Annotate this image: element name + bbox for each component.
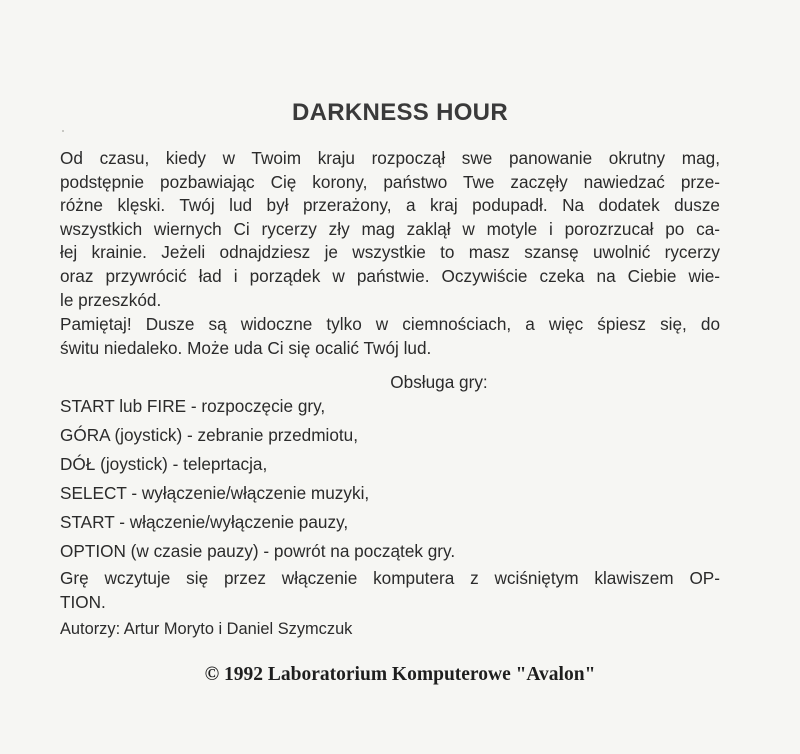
- loading-paragraph: [60, 567, 720, 614]
- intro-line: oraz przywrócić ład i porządek w państwie. Oczywiście czeka na Ciebie wie-: [60, 265, 720, 286]
- authors-credit: Autorzy: Artur Moryto i Daniel Szymczuk: [60, 620, 353, 638]
- controls-list: [60, 395, 720, 569]
- intro-line: Od czasu, kiedy w Twoim kraju rozpoczął swe panowanie okrutny mag,: [60, 148, 720, 168]
- intro-paragraph: [60, 147, 720, 312]
- intro-line: łej krainie. Jeżeli odnajdziesz je wszystkie to masz szansę uwolnić rycerzy: [60, 242, 720, 263]
- loading-line: TION.: [60, 591, 106, 612]
- control-item: SELECT - wyłączenie/włączenie muzyki,: [60, 483, 370, 503]
- control-item: GÓRA (joystick) - zebranie przedmiotu,: [60, 425, 359, 445]
- remember-line: Pamiętaj! Dusze są widoczne tylko w ciemnościach, a więc śpiesz się, do: [60, 314, 720, 334]
- loading-line: Grę wczytuje się przez włączenie komputera z wciśniętym klawiszem OP-: [60, 568, 720, 588]
- control-item: START lub FIRE - rozpoczęcie gry,: [60, 396, 326, 416]
- intro-line: le przeszkód.: [60, 289, 162, 310]
- paper-speck: [62, 130, 64, 132]
- control-item: OPTION (w czasie pauzy) - powrót na początek gry.: [60, 541, 456, 561]
- intro-line: podstępnie pozbawiając Cię korony, państwo Twe zaczęły nawiedzać prze-: [60, 171, 720, 192]
- remember-paragraph: [60, 313, 720, 360]
- control-item: START - włączenie/wyłączenie pauzy,: [60, 512, 349, 532]
- page-title: DARKNESS HOUR: [292, 99, 508, 126]
- copyright-notice: © 1992 Laboratorium Komputerowe "Avalon": [204, 664, 596, 685]
- remember-line: świtu niedaleko. Może uda Ci się ocalić Twój lud.: [60, 337, 432, 358]
- control-item: DÓŁ (joystick) - teleprtacja,: [60, 454, 268, 474]
- intro-line: różne klęski. Twój lud był przerażony, a kraj podupadł. Na dodatek dusze: [60, 195, 720, 216]
- intro-line: wszystkich wiernych Ci rycerzy zły mag zaklął w motyle i porozrzucał po ca-: [60, 218, 720, 239]
- controls-heading: Obsługa gry:: [390, 372, 488, 392]
